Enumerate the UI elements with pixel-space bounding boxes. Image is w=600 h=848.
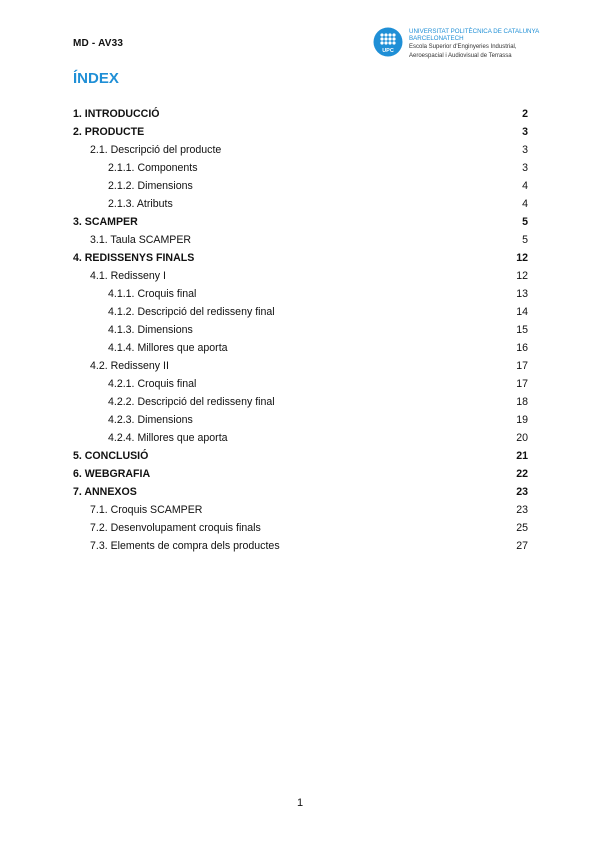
toc-entry-label: 3.1. Taula SCAMPER: [90, 234, 192, 246]
toc-entry[interactable]: [73, 234, 528, 252]
university-name-line-2: BARCELONATECH: [409, 35, 464, 42]
toc-entry[interactable]: [73, 108, 528, 126]
toc-entry-page: 20: [516, 432, 528, 444]
toc-entry-page: 3: [522, 162, 528, 174]
toc-entry-page: 23: [516, 486, 528, 498]
toc-entry[interactable]: [73, 126, 528, 144]
toc-entry-label: 7.1. Croquis SCAMPER: [90, 504, 203, 516]
toc-entry-page: 5: [522, 216, 528, 228]
toc-entry-page: 12: [516, 270, 528, 282]
toc-entry-page: 22: [516, 468, 528, 480]
toc-entry-page: 23: [516, 504, 528, 516]
upc-emblem-text: UPC: [382, 48, 394, 54]
toc-entry-page: 27: [516, 540, 528, 552]
page-number: 1: [296, 797, 304, 809]
toc-entry-label: 4.2.1. Croquis final: [108, 378, 197, 390]
toc-entry[interactable]: [73, 540, 528, 558]
table-of-contents: [73, 108, 528, 558]
toc-entry-label: 2.1.2. Dimensions: [108, 180, 193, 192]
toc-entry[interactable]: [73, 270, 528, 288]
toc-entry[interactable]: [73, 198, 528, 216]
school-name-line-1: Escola Superior d'Enginyeries Industrial,: [409, 44, 517, 50]
toc-entry-label: 3. SCAMPER: [73, 216, 138, 228]
school-name-line-2: Aeroespacial i Audiovisual de Terrassa: [409, 53, 512, 59]
toc-entry-label: 7. ANNEXOS: [73, 486, 137, 498]
toc-entry-page: 4: [522, 180, 528, 192]
toc-entry[interactable]: [73, 306, 528, 324]
toc-entry-label: 2.1.1. Components: [108, 162, 198, 174]
toc-entry[interactable]: [73, 486, 528, 504]
toc-entry-label: 2.1. Descripció del producte: [90, 144, 222, 156]
toc-entry-page: 5: [522, 234, 528, 246]
toc-entry-page: 25: [516, 522, 528, 534]
toc-entry-page: 3: [522, 144, 528, 156]
toc-entry[interactable]: [73, 396, 528, 414]
toc-entry-page: 12: [516, 252, 528, 264]
toc-entry-page: 18: [516, 396, 528, 408]
toc-entry[interactable]: [73, 144, 528, 162]
toc-entry[interactable]: [73, 414, 528, 432]
university-name-line-1: UNIVERSITAT POLITÈCNICA DE CATALUNYA: [409, 28, 540, 35]
toc-entry-label: 4.2. Redisseny II: [90, 360, 169, 372]
document-code: MD - AV33: [73, 38, 124, 49]
toc-entry-label: 4.2.2. Descripció del redisseny final: [108, 396, 275, 408]
toc-entry-label: 7.3. Elements de compra dels productes: [90, 540, 280, 552]
toc-entry[interactable]: [73, 342, 528, 360]
toc-entry-label: 4. REDISSENYS FINALS: [73, 252, 195, 264]
toc-entry[interactable]: [73, 162, 528, 180]
toc-entry-page: 17: [516, 360, 528, 372]
toc-entry[interactable]: [73, 450, 528, 468]
toc-entry-page: 21: [516, 450, 528, 462]
toc-entry[interactable]: [73, 216, 528, 234]
toc-title: ÍNDEX: [73, 70, 119, 87]
toc-entry-label: 4.2.3. Dimensions: [108, 414, 193, 426]
toc-entry[interactable]: [73, 432, 528, 450]
toc-entry[interactable]: [73, 360, 528, 378]
toc-entry-page: 14: [516, 306, 528, 318]
toc-entry-label: 4.1. Redisseny I: [90, 270, 166, 282]
toc-entry[interactable]: [73, 378, 528, 396]
toc-entry[interactable]: [73, 288, 528, 306]
toc-entry-label: 4.1.3. Dimensions: [108, 324, 193, 336]
toc-entry-page: 4: [522, 198, 528, 210]
toc-entry-label: 4.1.2. Descripció del redisseny final: [108, 306, 275, 318]
toc-entry-label: 5. CONCLUSIÓ: [73, 450, 149, 462]
toc-entry-label: 4.1.1. Croquis final: [108, 288, 197, 300]
toc-entry-label: 7.2. Desenvolupament croquis finals: [90, 522, 261, 534]
toc-entry-page: 16: [516, 342, 528, 354]
toc-entry-page: 15: [516, 324, 528, 336]
toc-entry[interactable]: [73, 468, 528, 486]
toc-entry-page: 19: [516, 414, 528, 426]
toc-entry-label: 4.1.4. Millores que aporta: [108, 342, 228, 354]
toc-entry-label: 1. INTRODUCCIÓ: [73, 108, 160, 120]
toc-entry-label: 4.2.4. Millores que aporta: [108, 432, 228, 444]
toc-entry-page: 17: [516, 378, 528, 390]
toc-entry-page: 2: [522, 108, 528, 120]
upc-logo: [373, 27, 538, 61]
toc-entry-label: 2.1.3. Atributs: [108, 198, 173, 210]
upc-emblem-icon: [373, 27, 403, 57]
toc-entry-label: 2. PRODUCTE: [73, 126, 145, 138]
toc-entry[interactable]: [73, 324, 528, 342]
toc-entry[interactable]: [73, 180, 528, 198]
toc-entry-page: 3: [522, 126, 528, 138]
toc-entry[interactable]: [73, 252, 528, 270]
toc-entry-label: 6. WEBGRAFIA: [73, 468, 151, 480]
toc-entry[interactable]: [73, 504, 528, 522]
toc-entry-page: 13: [516, 288, 528, 300]
toc-entry[interactable]: [73, 522, 528, 540]
